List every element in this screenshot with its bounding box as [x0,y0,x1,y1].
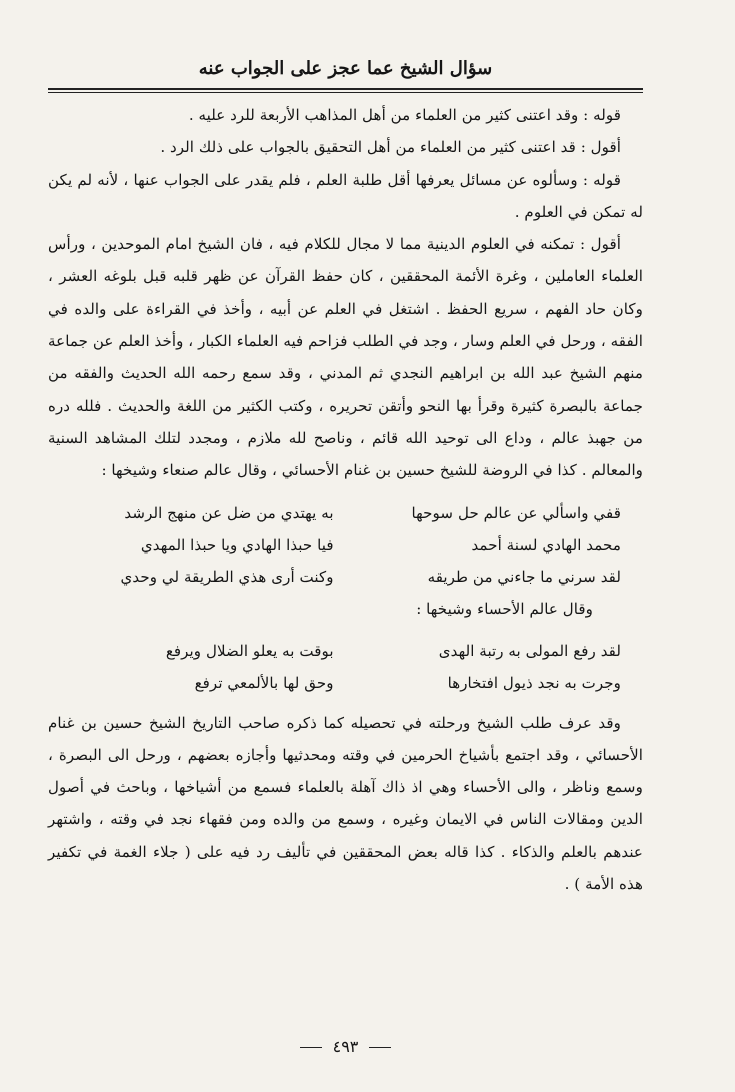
poem-intro-text: وقال عالم الأحساء وشيخها : [416,599,593,618]
verse-second-hemistich: فيا حبذا الهادي ويا حبذا المهدي [140,535,334,554]
verse-first-hemistich: وجرت به نجد ذيول افتخارها [447,673,621,692]
header-rule-thin [48,92,643,93]
poem-block-2 [48,635,643,699]
header-rule [48,88,643,90]
verse [48,667,643,699]
footer-dash-left [300,1047,322,1048]
poem-intro [48,593,643,625]
verse-first-hemistich: لقد رفع المولى به رتبة الهدى [438,641,621,660]
verse-first-hemistich: محمد الهادي لسنة أحمد [471,535,621,554]
paragraph: قوله : وقد اعتنى كثير من العلماء من أهل المذاهب الأربعة للرد عليه . [188,106,621,124]
paragraph: قوله : وسألوه عن مسائل يعرفها أقل طلبة العلم ، فلم يقدر على الجواب عنها ، لأنه لم يكن له تمكن في العلوم . [48,170,643,221]
document-page [48,52,643,1062]
paragraph: وقد عرف طلب الشيخ ورحلته في تحصيله كما ذكره صاحب التاريخ الشيخ حسين بن غنام الأحسائي ، وقد اجتمع بأشياخ الحرمين في وقته ومحدثيها وأجازه بعضهم ، ورحل الى البصرة ، وسمع وناظر ، والى الأحساء وهي اذ ذاك آهلة بالعلماء فسمع من أشياخها ، وباحث في أصول الدين ومقالات الناس في الايمان وغيره ، وسمع من والده ومن فقهاء نجد في وقته ، واشتهر عندهم بالعلم والذكاء . كذا قاله بعض المحققين في تأليف رد فيه على ( جلاء الغمة في تكفير هذه الأمة ) . [48,713,643,894]
paragraph: أقول : تمكنه في العلوم الدينية مما لا مجال للكلام فيه ، فان الشيخ امام الموحدين ، ورأس العلماء العاملين ، وغرة الأئمة المحققين ، كان حفظ القرآن عن ظهر قلبه قبل بلوغه العشر ، وكان حاد الفهم ، سريع الحفظ . اشتغل في العلم عن أبيه ، وأخذ في القراءة على والده في الفقه ، ورحل في العلم وسار ، وجد في الطلب فزاحم فيه العلماء الكبار ، وأخذ العلم عن جماعة منهم الشيخ عبد الله بن ابراهيم النجدي ثم المدني ، وقد سمع رحمه الله الحديث والفقه من جماعة بالبصرة كثيرة وقرأ بها النحو وأتقن تحريره ، وكتب الكثير من اللغة والحديث . فلله دره من جهبذ عالم ، وداع الى توحيد الله قائم ، وناصح لله ملازم ، ومجدد لتلك المشاهد السنية والمعالم . كذا في الروضة للشيخ حسين بن غنام الأحسائي ، وقال عالم صنعاء وشيخها : [48,235,643,480]
verse-second-hemistich: بوقت به يعلو الضلال ويرفع [165,641,334,660]
page-footer [48,1032,643,1062]
verse [48,529,643,561]
page-number: ٤٩٣ [332,1037,359,1056]
page-title: سؤال الشيخ عما عجز على الجواب عنه [198,58,493,79]
verse-second-hemistich: به يهتدي من ضل عن منهج الرشد [124,503,334,522]
page-body [48,99,643,900]
verse-second-hemistich: وكنت أرى هذي الطريقة لي وحدي [120,567,334,586]
verse-first-hemistich: لقد سرني ما جاءني من طريقه [427,567,621,586]
verse-second-hemistich: وحق لها بالألمعي ترفع [194,673,334,692]
paragraph: أقول : قد اعتنى كثير من العلماء من أهل التحقيق بالجواب على ذلك الرد . [160,138,621,157]
verse-first-hemistich: قفي واسألي عن عالم حل سوحها [411,503,621,522]
footer-dash-right [369,1047,391,1048]
verse [48,635,643,667]
poem-block-1 [48,497,643,625]
verse [48,497,643,529]
verse [48,561,643,593]
